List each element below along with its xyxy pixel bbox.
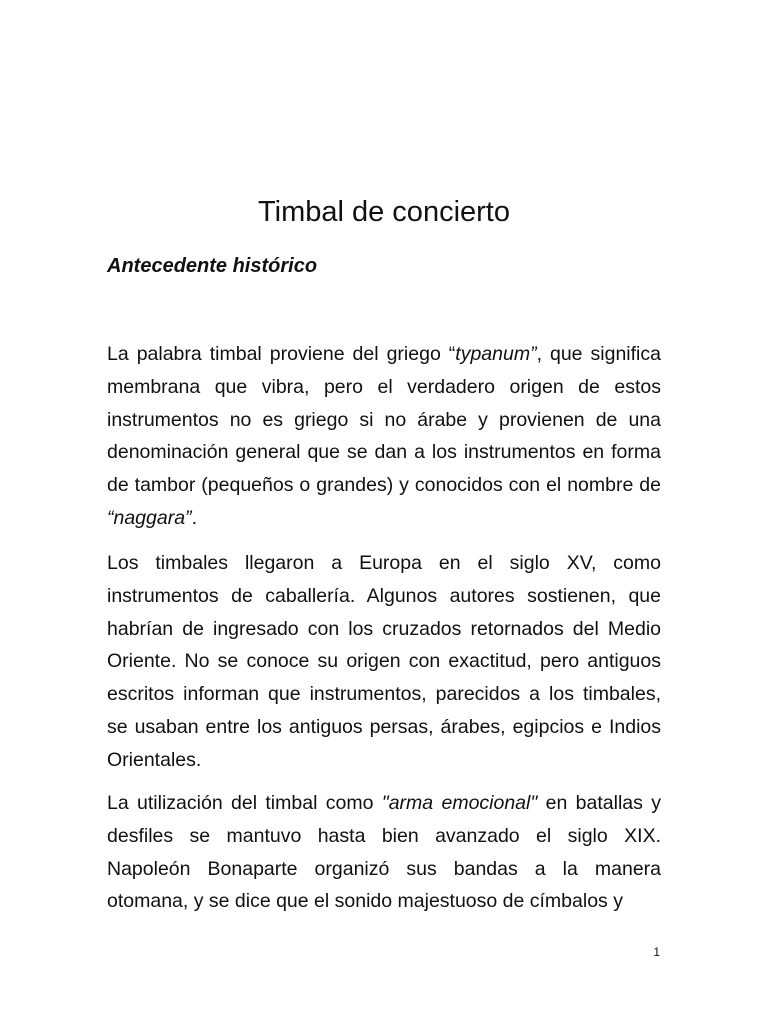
paragraph-3-text-start: La utilización del timbal como bbox=[107, 792, 382, 814]
paragraph-3 bbox=[107, 787, 661, 918]
page-number: 1 bbox=[653, 945, 660, 959]
arma-emocional-term: "arma emocional" bbox=[381, 792, 538, 814]
naggara-term: “naggara” bbox=[107, 506, 192, 529]
paragraph-3-text-end: en batallas y desfiles se mantuvo hasta bien avanzado el siglo XIX. Napoleón Bonaparte organizó sus bandas a la manera otomana, y se dice que el sonido majestuoso de címbalos y bbox=[107, 792, 661, 913]
document-title: Timbal de concierto bbox=[258, 196, 510, 228]
section-heading: Antecedente histórico bbox=[107, 255, 318, 277]
paragraph-1-text-end: . bbox=[191, 506, 197, 529]
paragraph-2-text: Los timbales llegaron a Europa en el siglo XV, como instrumentos de caballería. Algunos autores sostienen, que habrían de ingresado con los cruzados retornados del Medio Oriente. No se conoce su origen con exactitud, pero antiguos escritos informan que instrumentos, parecidos a los timbales, se usaban entre los antiguos persas, árabes, egipcios e Indios Orientales. bbox=[107, 552, 661, 771]
paragraph-1-text-start: La palabra timbal proviene del griego “ bbox=[107, 343, 456, 365]
paragraph-1 bbox=[107, 338, 661, 535]
paragraph-1-text-middle: , que significa membrana que vibra, pero el verdadero origen de estos instrumentos no es griego si no árabe y provienen de una denominación general que se dan a los instrumentos en forma de tambor (pequeños o grandes) y conocidos con el nombre de bbox=[107, 343, 661, 497]
paragraph-2 bbox=[107, 547, 661, 777]
typanum-term: typanum” bbox=[455, 343, 537, 365]
